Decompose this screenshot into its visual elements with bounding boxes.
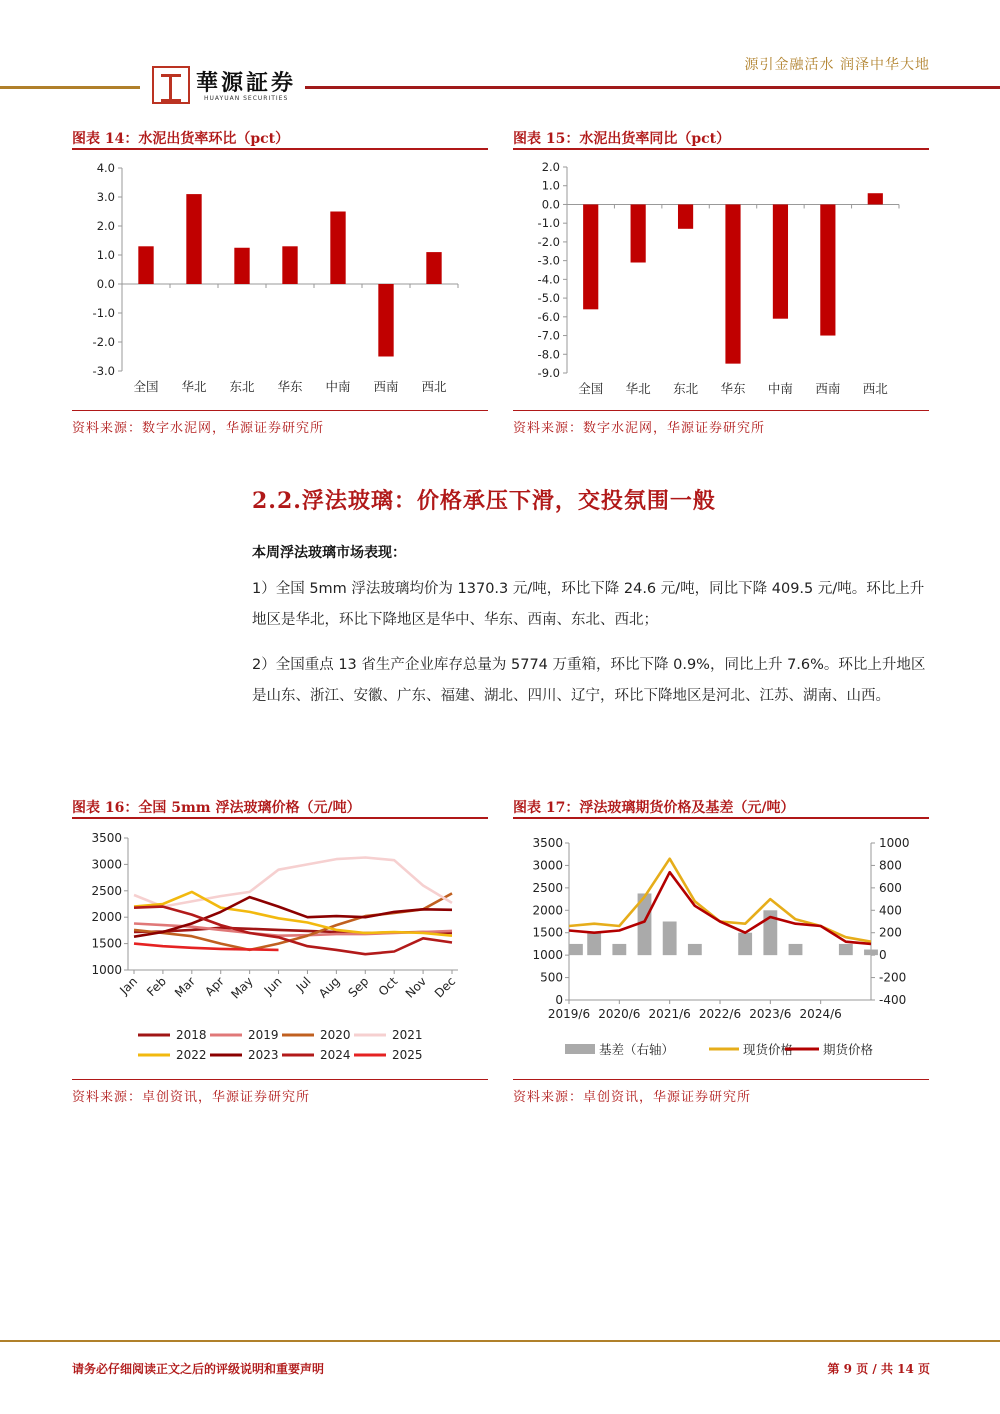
fig14-bar (282, 246, 297, 284)
fig15-y-tick-label: -7.0 (537, 328, 560, 343)
fig16-x-tick-label: Mar (172, 974, 198, 1001)
fig16-x-tick-label: Aug (316, 974, 343, 1001)
fig14-title: 图表 14：水泥出货率环比（pct） (72, 131, 290, 147)
fig15-y-tick-label: 1.0 (541, 178, 560, 193)
fig17-source: 资料来源：卓创资讯，华源证券研究所 (513, 1090, 752, 1105)
fig15-bar (773, 204, 788, 318)
fig15-y-tick-label: -2.0 (537, 234, 560, 249)
fig14-rule (72, 148, 488, 150)
fig17-y-tick-label: 1500 (532, 925, 563, 940)
fig15-y-tick-label: -8.0 (537, 347, 560, 362)
fig16-legend-label: 2019 (248, 1028, 279, 1042)
fig14-bar (186, 194, 201, 284)
fig14-bar (234, 248, 249, 284)
fig14-category-label: 全国 (133, 379, 159, 394)
fig16-x-tick-label: Jan (117, 974, 141, 998)
page-number: 第 9 页 / 共 14 页 (827, 1362, 930, 1376)
fig17-y2-tick-label: 1000 (879, 836, 910, 850)
fig17-legend-label: 基差（右轴） (599, 1042, 675, 1057)
fig16-x-tick-label: Jul (293, 974, 314, 995)
fig16-legend-label: 2022 (176, 1048, 207, 1062)
fig15-category-label: 全国 (578, 381, 604, 396)
fig14-source: 资料来源：数字水泥网，华源证券研究所 (72, 421, 325, 436)
fig16-x-tick-label: Feb (144, 974, 170, 1000)
fig16-y-tick-label: 3500 (91, 831, 122, 845)
fig17-basis-bar (569, 944, 583, 955)
fig14-y-tick-label: 4.0 (96, 161, 115, 175)
fig14-category-label: 东北 (229, 379, 255, 394)
fig15-category-label: 华东 (720, 381, 746, 396)
fig14-y-tick-label: 3.0 (96, 190, 115, 204)
fig14-y-tick-label: -2.0 (92, 335, 115, 349)
section-lead: 本周浮法玻璃市场表现： (252, 545, 406, 561)
fig15-y-tick-label: 2.0 (541, 160, 560, 174)
fig15-bar (725, 204, 740, 363)
fig15-y-tick-label: -5.0 (537, 291, 560, 306)
huayuan-logo-icon (152, 66, 190, 104)
fig17-x-tick-label: 2024/6 (799, 1007, 842, 1021)
fig17-y-tick-label: 3500 (532, 836, 563, 850)
fig17-legend-swatch (565, 1044, 595, 1054)
fig17-basis-bar (587, 933, 601, 955)
fig16-y-tick-label: 1000 (91, 963, 122, 977)
fig17-basis-bar (864, 950, 878, 956)
fig16-x-tick-label: May (228, 974, 256, 1002)
fig17-y-tick-label: 500 (540, 970, 563, 985)
fig16-y-tick-label: 2500 (91, 883, 122, 898)
fig17-basis-bar (789, 944, 803, 955)
fig16-x-tick-label: Apr (202, 974, 227, 999)
fig15-source-rule (513, 410, 929, 411)
fig15-y-tick-label: -3.0 (537, 253, 560, 268)
fig17-x-tick-label: 2020/6 (598, 1007, 641, 1021)
fig14-y-tick-label: 2.0 (96, 219, 115, 233)
fig14-category-label: 中南 (325, 379, 351, 394)
fig14-y-tick-label: -3.0 (92, 364, 115, 378)
footer-disclaimer: 请务必仔细阅读正文之后的评级说明和重要声明 (72, 1362, 325, 1376)
fig15-bar (678, 204, 693, 228)
fig16-x-tick-label: Oct (375, 974, 401, 999)
fig17-y-tick-label: 0 (555, 993, 563, 1007)
fig17-basis-bar (612, 944, 626, 955)
fig15-category-label: 华北 (625, 381, 651, 396)
fig17-y2-tick-label: 200 (879, 925, 902, 940)
fig16-rule (72, 817, 488, 819)
fig16-legend-label: 2020 (320, 1028, 351, 1042)
fig16-legend-label: 2024 (320, 1048, 351, 1062)
fig15-category-label: 西北 (862, 381, 888, 396)
fig14-y-tick-label: 0.0 (96, 277, 115, 291)
fig17-y2-tick-label: -200 (879, 970, 907, 985)
fig15-y-tick-label: -4.0 (537, 272, 560, 287)
header-rule-left (0, 86, 140, 89)
fig16-y-tick-label: 2000 (91, 910, 122, 925)
fig14-category-label: 华北 (181, 379, 207, 394)
fig14-bar (138, 246, 153, 284)
fig17-legend-label: 期货价格 (823, 1042, 874, 1057)
fig17-x-tick-label: 2023/6 (749, 1007, 792, 1021)
fig16-y-tick-label: 1500 (91, 936, 122, 951)
fig17-y-tick-label: 2000 (532, 903, 563, 918)
fig16-legend-label: 2018 (176, 1028, 207, 1042)
fig15-bar (868, 193, 883, 204)
fig17-y2-tick-label: 600 (879, 880, 902, 895)
logo-subtext: HUAYUAN SECURITIES (204, 95, 289, 102)
fig15-y-tick-label: 0.0 (541, 197, 560, 212)
fig15-category-label: 西南 (815, 381, 841, 396)
fig16-x-tick-label: Nov (402, 974, 430, 1001)
fig16-title: 图表 16：全国 5mm 浮法玻璃价格（元/吨） (72, 800, 361, 816)
fig15-chart (513, 155, 929, 400)
fig16-x-tick-label: Dec (431, 974, 459, 1001)
fig14-category-label: 华东 (277, 379, 303, 394)
fig17-x-tick-label: 2021/6 (648, 1007, 691, 1021)
fig17-basis-bar (663, 922, 677, 956)
fig14-bar (378, 284, 393, 357)
fig17-legend-label: 现货价格 (743, 1042, 794, 1057)
fig17-basis-bar (839, 944, 853, 955)
fig15-y-tick-label: -1.0 (537, 216, 560, 231)
fig16-series-line (134, 944, 279, 950)
fig15-title: 图表 15：水泥出货率同比（pct） (513, 131, 731, 147)
fig14-bar (330, 212, 345, 285)
fig15-category-label: 东北 (673, 381, 699, 396)
fig17-source-rule (513, 1079, 929, 1080)
fig17-y2-tick-label: 400 (879, 903, 902, 918)
fig17-chart (513, 825, 929, 1070)
fig17-x-tick-label: 2022/6 (698, 1007, 742, 1021)
fig15-rule (513, 148, 929, 150)
fig14-chart (72, 155, 488, 400)
fig14-category-label: 西北 (421, 379, 447, 394)
fig17-title: 图表 17：浮法玻璃期货价格及基差（元/吨） (513, 800, 795, 816)
fig16-x-tick-label: Sep (345, 974, 372, 1001)
paragraph-1: 1）全国 5mm 浮法玻璃均价为 1370.3 元/吨，环比下降 24.6 元/吨，同比下降 409.5 元/吨。环比上升地区是华北，环比下降地区是华中、华东、西南、东北、西北； (252, 581, 925, 628)
fig16-y-tick-label: 3000 (91, 857, 122, 872)
fig14-source-rule (72, 410, 488, 411)
fig14-category-label: 西南 (373, 379, 399, 394)
fig16-source: 资料来源：卓创资讯，华源证券研究所 (72, 1090, 311, 1105)
fig17-y-tick-label: 2500 (532, 880, 563, 895)
fig14-y-tick-label: -1.0 (92, 306, 115, 320)
paragraph-2: 2）全国重点 13 省生产企业库存总量为 5774 万重箱，环比下降 0.9%，同比上升 7.6%。环比上升地区是山东、浙江、安徽、广东、福建、湖北、四川、辽宁，环比下降地区是河北、江苏、湖南、山西。 (252, 657, 926, 704)
fig17-x-tick-label: 2019/6 (547, 1007, 591, 1021)
fig15-category-label: 中南 (767, 381, 793, 396)
fig17-basis-bar (688, 944, 702, 955)
fig16-legend-label: 2025 (392, 1048, 423, 1062)
fig17-y2-tick-label: 800 (879, 858, 902, 873)
fig14-y-tick-label: 1.0 (96, 248, 115, 262)
logo-text: 華源証券 (196, 70, 297, 96)
fig15-bar (820, 204, 835, 335)
fig15-bar (631, 204, 646, 262)
footer-rule (0, 1340, 1000, 1342)
fig16-source-rule (72, 1079, 488, 1080)
fig17-y2-tick-label: -400 (879, 993, 907, 1007)
fig14-bar (426, 252, 441, 284)
fig16-legend-label: 2023 (248, 1048, 279, 1062)
fig17-y2-tick-label: 0 (879, 948, 887, 963)
fig15-y-tick-label: -6.0 (537, 309, 560, 324)
fig17-rule (513, 817, 929, 819)
fig16-legend-label: 2021 (392, 1028, 423, 1042)
header-slogan: 源引金融活水 润泽中华大地 (744, 57, 930, 73)
section-title: 2.2.浮法玻璃：价格承压下滑，交投氛围一般 (252, 488, 716, 514)
fig17-series-line (569, 872, 871, 944)
fig15-source: 资料来源：数字水泥网，华源证券研究所 (513, 421, 766, 436)
fig17-basis-bar (738, 933, 752, 955)
fig16-series-line (134, 858, 452, 907)
header-rule-right (305, 86, 1000, 89)
fig17-y-tick-label: 1000 (532, 948, 563, 963)
fig16-x-tick-label: Jun (261, 974, 285, 998)
fig15-y-tick-label: -9.0 (537, 366, 560, 380)
fig17-y-tick-label: 3000 (532, 858, 563, 873)
fig15-bar (583, 204, 598, 309)
fig16-chart (72, 825, 488, 1070)
